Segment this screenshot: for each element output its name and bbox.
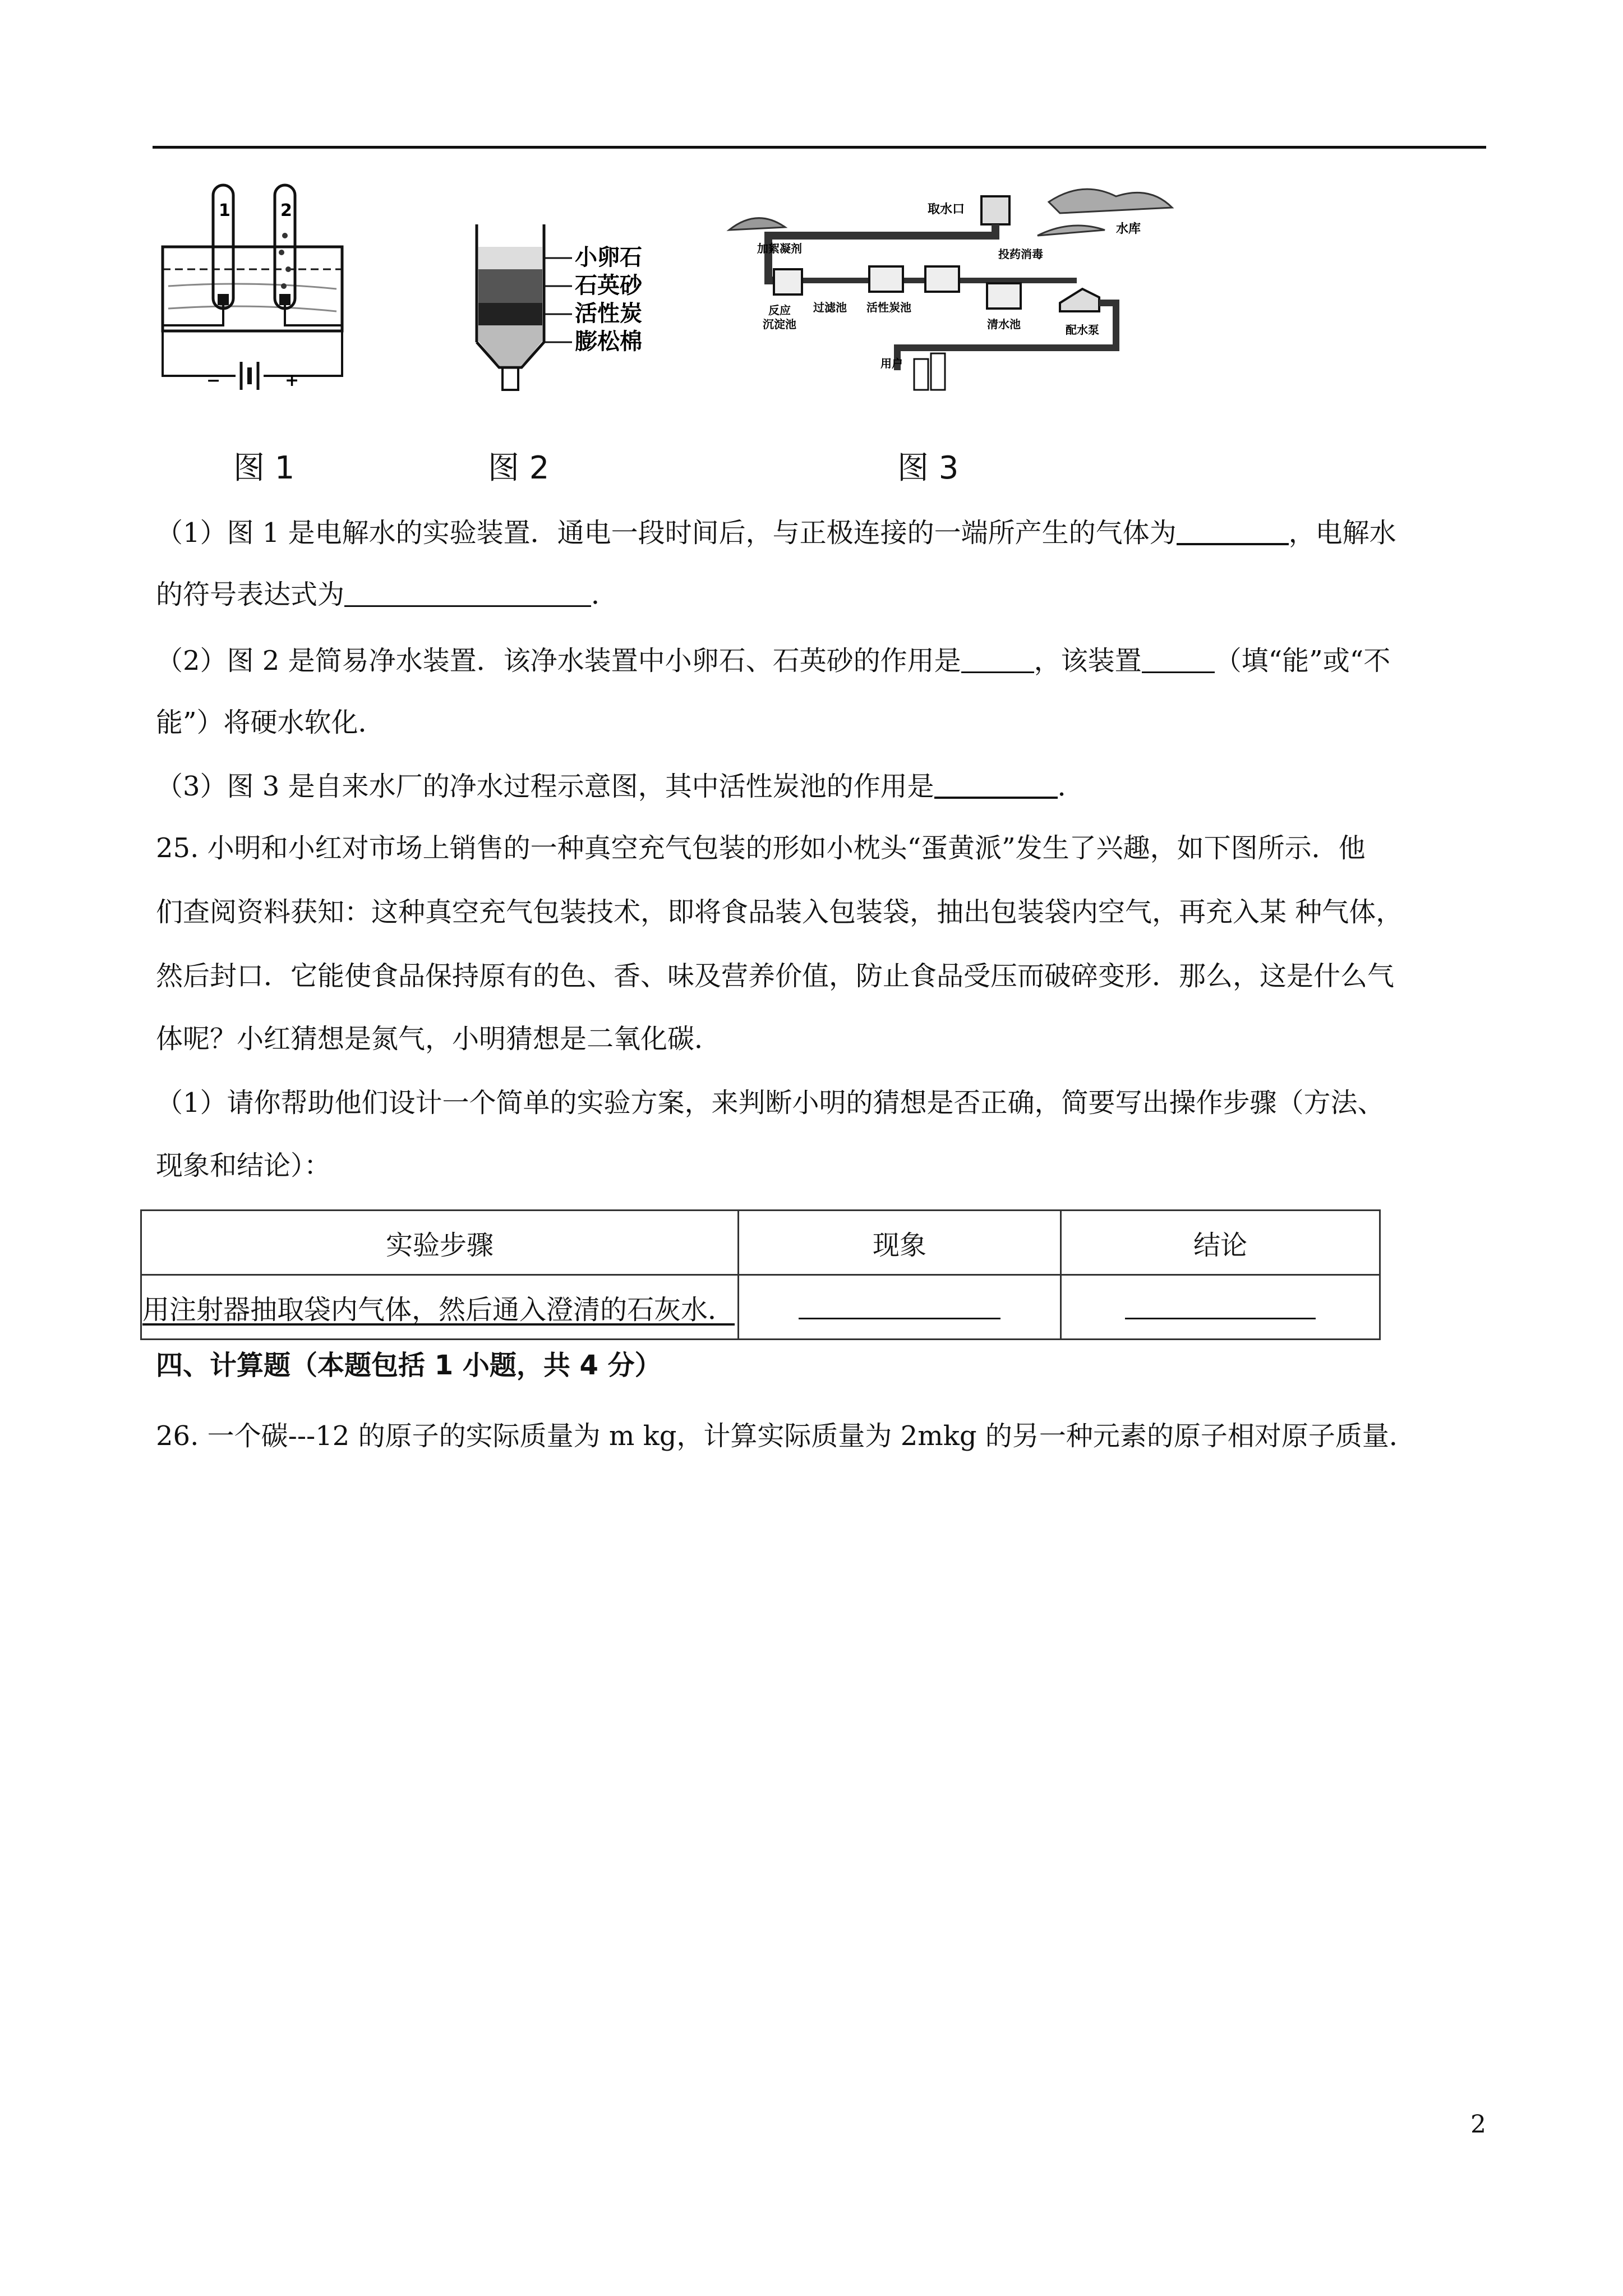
tube-2-label: 2 [280, 201, 292, 220]
q24-part1-line1: （1）图 1 是电解水的实验装置．通电一段时间后，与正极连接的一端所产生的气体为 ，电解水 [156, 517, 1396, 549]
header-phenomenon: 现象 [739, 1211, 1061, 1275]
carbon-tank-label: 活性炭池 [866, 301, 911, 314]
experiment-table [140, 1209, 1381, 1340]
pump-house [1060, 289, 1099, 311]
cell-conclusion [1061, 1275, 1380, 1340]
figure-1-caption: 图 1 [233, 450, 295, 486]
battery-positive-label: + [285, 371, 299, 390]
water-trough [163, 247, 342, 331]
reaction-tank-label-line2: 沉淀池 [763, 318, 796, 331]
figure-2-water-filter [460, 224, 707, 415]
step-text: 用注射器抽取袋内气体，然后通入澄清的石灰水． [142, 1294, 735, 1326]
pebble-label: 小卵石 [575, 245, 642, 270]
activated-carbon-label: 活性炭 [575, 301, 642, 326]
dosing-label: 加絮凝剂 [757, 242, 802, 255]
reaction-tank-label-line1: 反应 [768, 303, 791, 317]
q25-sub1-line1: （1）请你帮助他们设计一个简单的实验方案，来判断小明的猜想是否正确，简要写出操作步骤（方法、 [156, 1087, 1385, 1119]
quartz-sand-layer [478, 269, 542, 303]
figure-1-electrolysis [151, 174, 365, 409]
header-rule [153, 146, 1486, 149]
page-number: 2 [1470, 2110, 1486, 2139]
q25-line4: 体呢？小红猜想是氮气，小明猜想是二氧化碳． [156, 1023, 722, 1055]
answer-blank-phenomenon[interactable] [799, 1292, 1000, 1319]
q24-part1-line2: 的符号表达式为 ． [156, 579, 619, 610]
answer-blank-can-soften[interactable] [1142, 646, 1215, 673]
tube-1-label: 1 [219, 201, 230, 220]
clear-water-tank-label: 清水池 [987, 318, 1021, 331]
answer-blank-filter-role[interactable] [961, 646, 1034, 673]
quartz-sand-label: 石英砂 [575, 273, 642, 298]
cotton-layer [478, 325, 542, 366]
activated-carbon-layer [478, 303, 542, 325]
table-row [141, 1275, 1380, 1340]
reservoir-label: 水库 [1116, 222, 1141, 236]
disinfection-label: 投药消毒 [998, 247, 1043, 261]
q24-part3: （3）图 3 是自来水厂的净水过程示意图，其中活性炭池的作用是 ． [156, 771, 1085, 802]
q25-line3: 然后封口．它能使食品保持原有的色、香、味及营养价值，防止食品受压而破碎变形．那么，这是什么气 [156, 960, 1395, 992]
cell-step [141, 1275, 739, 1340]
filter-tank-label: 过滤池 [813, 301, 847, 314]
q24-part2-line2: 能”）将硬水软化． [156, 707, 385, 738]
figure-2-caption: 图 2 [488, 450, 550, 486]
header-step: 实验步骤 [141, 1211, 739, 1275]
battery-negative-label: − [206, 371, 221, 390]
cotton-label: 膨松棉 [575, 329, 642, 355]
pebble-layer [478, 247, 542, 269]
table-header-row [141, 1211, 1380, 1275]
reservoir-hills [1049, 189, 1172, 213]
answer-blank-conclusion[interactable] [1125, 1292, 1316, 1319]
answer-blank-gas[interactable] [1177, 517, 1289, 545]
figure-3-water-plant [723, 174, 1195, 398]
q25-line2: 们查阅资料获知：这种真空充气包装技术，即将食品装入包装袋，抽出包装袋内空气，再充入某 种气体， [156, 896, 1403, 928]
intake-building [981, 196, 1009, 224]
answer-blank-carbon-role[interactable] [934, 771, 1058, 799]
q25-line1: 25. 小明和小红对市场上销售的一种真空充气包装的形如小枕头“蛋黄派”发生了兴趣，如下图所示．他 [156, 832, 1366, 864]
distribution-pump-label: 配水泵 [1066, 323, 1099, 337]
intake-label: 取水口 [927, 203, 965, 217]
answer-blank-equation[interactable] [344, 579, 591, 607]
header-conclusion: 结论 [1061, 1211, 1380, 1275]
q24-part2-line1: （2）图 2 是简易净水装置．该净水装置中小卵石、石英砂的作用是 ，该装置 （填“能”或“不 [156, 645, 1391, 677]
section-4-title: 四、计算题（本题包括 1 小题，共 4 分） [156, 1350, 662, 1381]
cell-phenomenon [739, 1275, 1061, 1340]
user-label: 用户 [880, 357, 903, 370]
q26-text: 26. 一个碳---12 的原子的实际质量为 m kg，计算实际质量为 2mkg 的另一种元素的原子相对原子质量． [156, 1420, 1416, 1452]
figure-3-caption: 图 3 [897, 450, 959, 486]
q25-sub1-line2: 现象和结论）： [156, 1150, 331, 1181]
